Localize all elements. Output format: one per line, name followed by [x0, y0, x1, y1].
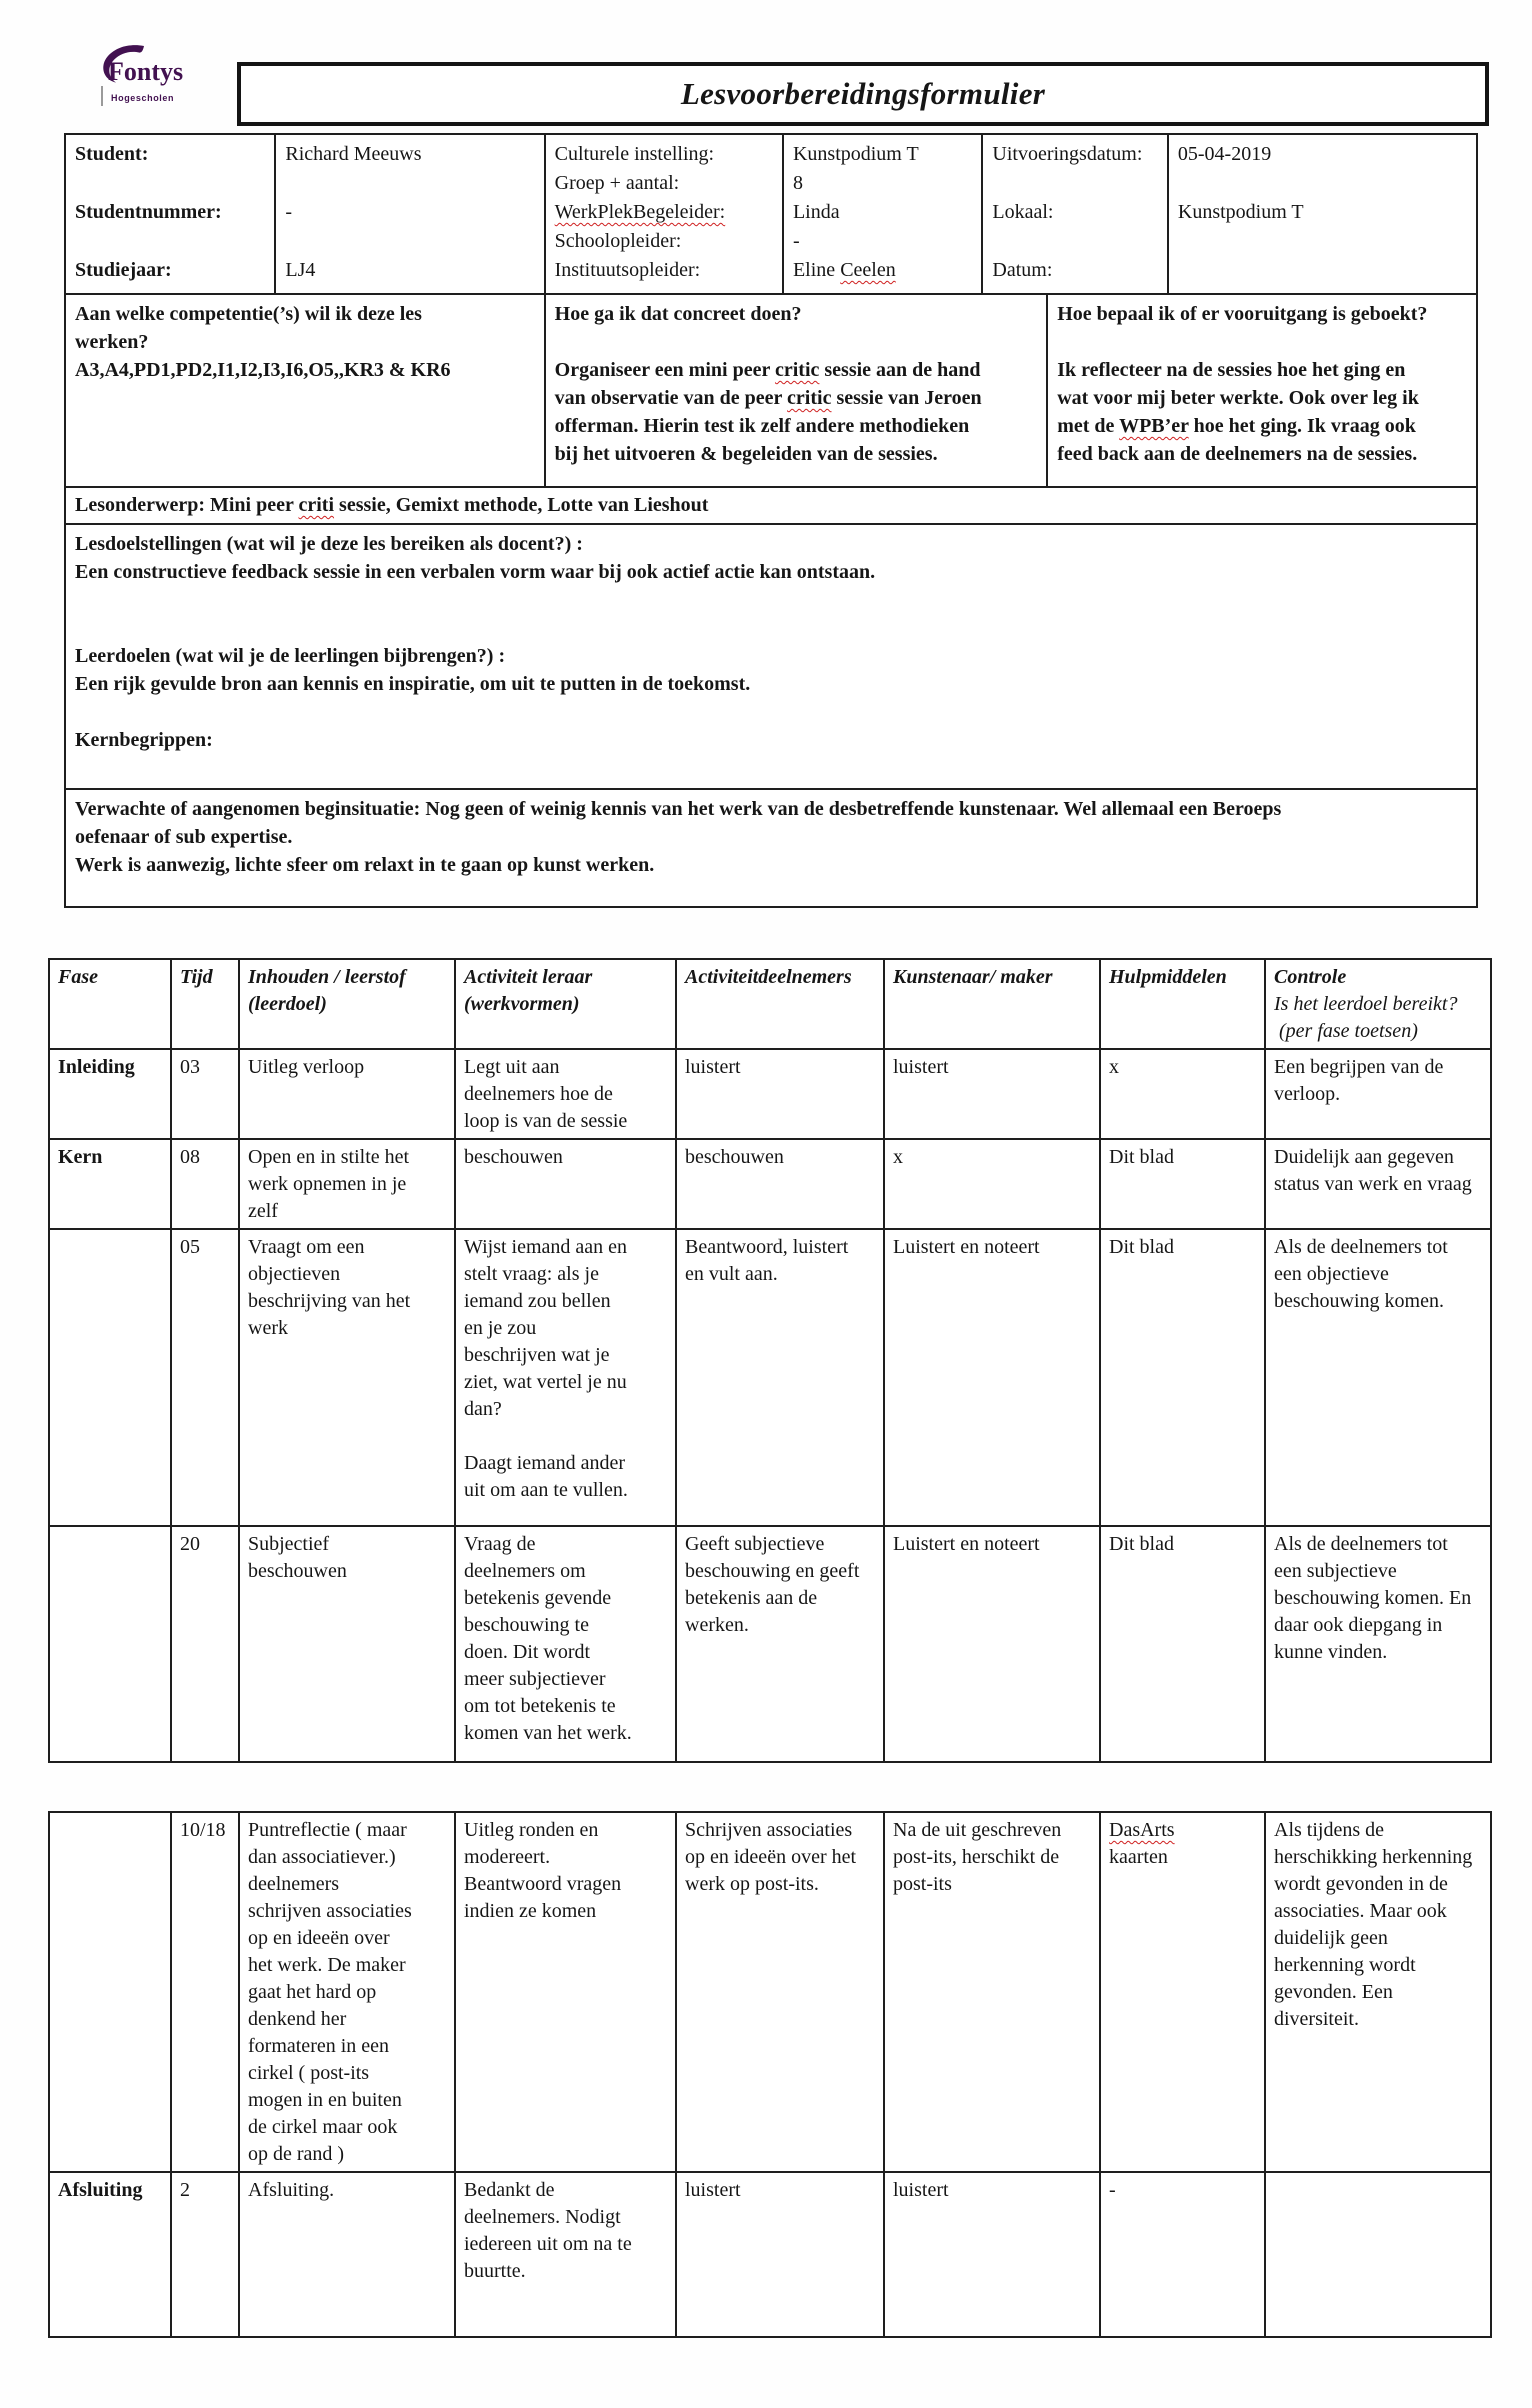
- fontys-logo-graphic: [98, 44, 218, 120]
- date-values-cell: 05-04-2019 Kunstpodium T: [1167, 135, 1476, 293]
- schedule-cell: Wijst iemand aan en stelt vraag: als je iemand zou bellen en je zou beschrijven wat je ziet, wat vertel je nu dan? Daagt iemand ander uit om aan te vullen.: [455, 1229, 676, 1526]
- schedule-cell: 03: [171, 1049, 239, 1139]
- schedule-cell: Subjectief beschouwen: [239, 1526, 455, 1762]
- schedule-cell: DasArts kaarten: [1100, 1812, 1265, 2172]
- col-header-controle: Controle Is het leerdoel bereikt? (per fase toetsen): [1265, 959, 1491, 1049]
- fontys-brand-text: Fontys: [108, 57, 184, 86]
- schedule-row-puntreflectie: [49, 1812, 1491, 2172]
- schedule-cell: luistert: [676, 2172, 884, 2337]
- schedule-cell: Schrijven associaties op en ideeën over het werk op post-its.: [676, 1812, 884, 2172]
- schedule-cell: [49, 1812, 171, 2172]
- schedule-cell: -: [1100, 2172, 1265, 2337]
- schedule-cell: [49, 1229, 171, 1526]
- schedule-cell: Geeft subjectieve beschouwing en geeft betekenis aan de werken.: [676, 1526, 884, 1762]
- schedule-row-objective: [49, 1229, 1491, 1526]
- schedule-cell: Vraag de deelnemers om betekenis gevende beschouwing te doen. Dit wordt meer subjectiever om tot betekenis te komen van het werk.: [455, 1526, 676, 1762]
- student-labels-cell: Student: Studentnummer: Studiejaar:: [75, 143, 222, 281]
- schedule-cell: Luistert en noteert: [884, 1229, 1100, 1526]
- competencies-cell: Aan welke competentie(’s) wil ik deze les werken? A3,A4,PD1,PD2,I1,I2,I3,I6,O5,,KR3 & KR6: [75, 303, 451, 381]
- schedule-cell: Dit blad: [1100, 1526, 1265, 1762]
- schedule-header-row: [49, 959, 1491, 1049]
- schedule-cell: Legt uit aan deelnemers hoe de loop is van de sessie: [455, 1049, 676, 1139]
- schedule-cell: x: [1100, 1049, 1265, 1139]
- schedule-cell: Een begrijpen van de verloop.: [1265, 1049, 1491, 1139]
- schedule-cell: Kern: [49, 1139, 171, 1229]
- lesson-subject-cell: Lesonderwerp: Mini peer criti sessie, Gemixt methode, Lotte van Lieshout: [75, 494, 709, 516]
- title-box: [237, 62, 1489, 126]
- schedule-cell: Als de deelnemers tot een objectieve beschouwing komen.: [1265, 1229, 1491, 1526]
- schedule-table: [48, 958, 1492, 1763]
- lesson-goals-cell: Lesdoelstellingen (wat wil je deze les bereiken als docent?) : Een constructieve feedback sessie in een verbalen vorm waar bij ook actief actie kan ontstaan. Leerdoelen (wat wil je de leerlingen bijbrengen?) : Een rijk gevulde bron aan kennis en inspiratie, om uit te putten in de toekomst. Kernbegrippen:: [75, 533, 876, 751]
- col-header-activiteit-leraar: Activiteit leraar (werkvormen): [455, 959, 676, 1049]
- schedule-cell: Uitleg ronden en modereert. Beantwoord vragen indien ze komen: [455, 1812, 676, 2172]
- institution-values-cell: Kunstpodium T 8 Linda - Eline Ceelen: [782, 135, 981, 293]
- schedule-row-subjective: [49, 1526, 1491, 1762]
- col-header-inhouden: Inhouden / leerstof (leerdoel): [239, 959, 455, 1049]
- schedule-cell: luistert: [676, 1049, 884, 1139]
- date-labels-cell: Uitvoeringsdatum: Lokaal: Datum:: [981, 135, 1166, 293]
- schedule-table-continued: [48, 1811, 1492, 2338]
- concrete-approach-cell: Hoe ga ik dat concreet doen? Organiseer een mini peer critic sessie aan de hand van observatie van de peer critic sessie van Jeroen offerman. Hierin test ik zelf andere methodieken bij het uitvoeren & begeleiden van de sessies.: [544, 295, 1047, 486]
- col-header-activiteit-deelnemers: Activiteitdeelnemers: [676, 959, 884, 1049]
- schedule-cell: luistert: [884, 1049, 1100, 1139]
- col-header-hulpmiddelen: Hulpmiddelen: [1100, 959, 1265, 1049]
- schedule-cell: [1265, 2172, 1491, 2337]
- competencies-row: [66, 293, 1476, 486]
- col-header-tijd: Tijd: [171, 959, 239, 1049]
- schedule-cell: Dit blad: [1100, 1229, 1265, 1526]
- schedule-cell: 2: [171, 2172, 239, 2337]
- schedule-cell: luistert: [884, 2172, 1100, 2337]
- progress-check-cell: Hoe bepaal ik of er vooruitgang is geboekt? Ik reflecteer na de sessies hoe het ging en wat voor mij beter werkte. Ook over leg ik met de WPB’er hoe het ging. Ik vraag ook feed back aan de deelnemers na de sessies.: [1046, 295, 1476, 486]
- schedule-cell: Beantwoord, luistert en vult aan.: [676, 1229, 884, 1526]
- schedule-cell: Vraagt om een objectieven beschrijving van het werk: [239, 1229, 455, 1526]
- schedule-cell: 10/18: [171, 1812, 239, 2172]
- schedule-cell: 20: [171, 1526, 239, 1762]
- fontys-sub-text: Hogescholen: [111, 93, 175, 103]
- start-situation-cell: Verwachte of aangenomen beginsituatie: Nog geen of weinig kennis van het werk van de desbetreffende kunstenaar. Wel allemaal een Beroeps oefenaar of sub expertise. Werk is aanwezig, lichte sfeer om relaxt in te gaan op kunst werken.: [75, 798, 1282, 876]
- schedule-cell: Luistert en noteert: [884, 1526, 1100, 1762]
- schedule-cell: Afsluiting: [49, 2172, 171, 2337]
- schedule-cell: Als tijdens de herschikking herkenning wordt gevonden in de associaties. Maar ook duidelijk geen herkenning wordt gevonden. Een diversiteit.: [1265, 1812, 1491, 2172]
- schedule-cell: beschouwen: [676, 1139, 884, 1229]
- student-values-cell: Richard Meeuws - LJ4: [274, 135, 543, 293]
- schedule-cell: Afsluiting.: [239, 2172, 455, 2337]
- schedule-cell: Uitleg verloop: [239, 1049, 455, 1139]
- page-title: Lesvoorbereidingsformulier: [680, 76, 1046, 111]
- col-header-fase: Fase: [49, 959, 171, 1049]
- schedule-cell: Puntreflectie ( maar dan associatiever.) deelnemers schrijven associaties op en ideeën over het werk. De maker gaat het hard op denkend her formateren in een cirkel ( post-its mogen in en buiten de cirkel maar ook op de rand ): [239, 1812, 455, 2172]
- schedule-cell: 08: [171, 1139, 239, 1229]
- schedule-cell: Bedankt de deelnemers. Nodigt iedereen uit om na te buurtte.: [455, 2172, 676, 2337]
- schedule-cell: Open en in stilte het werk opnemen in je zelf: [239, 1139, 455, 1229]
- schedule-row-afsluiting: [49, 2172, 1491, 2337]
- info-table: [64, 133, 1478, 908]
- lesson-subject-row: [66, 486, 1476, 523]
- schedule-row-kern: [49, 1139, 1491, 1229]
- schedule-cell: Na de uit geschreven post-its, herschikt de post-its: [884, 1812, 1100, 2172]
- fontys-logo: [98, 44, 218, 120]
- schedule-cell: beschouwen: [455, 1139, 676, 1229]
- institution-labels-cell: Culturele instelling: Groep + aantal: WerkPlekBegeleider: Schoolopleider: Instituutsopleider:: [544, 135, 782, 293]
- schedule-cell: x: [884, 1139, 1100, 1229]
- schedule-cell: Duidelijk aan gegeven status van werk en vraag: [1265, 1139, 1491, 1229]
- col-header-kunstenaar: Kunstenaar/ maker: [884, 959, 1100, 1049]
- schedule-cell: 05: [171, 1229, 239, 1526]
- schedule-cell: Als de deelnemers tot een subjectieve beschouwing komen. En daar ook diepgang in kunne vinden.: [1265, 1526, 1491, 1762]
- schedule-cell: [49, 1526, 171, 1762]
- schedule-cell: Inleiding: [49, 1049, 171, 1139]
- lesson-goals-row: [66, 523, 1476, 788]
- student-info-row: [66, 135, 1476, 293]
- start-situation-row: [66, 788, 1476, 906]
- schedule-row-inleiding: [49, 1049, 1491, 1139]
- schedule-cell: Dit blad: [1100, 1139, 1265, 1229]
